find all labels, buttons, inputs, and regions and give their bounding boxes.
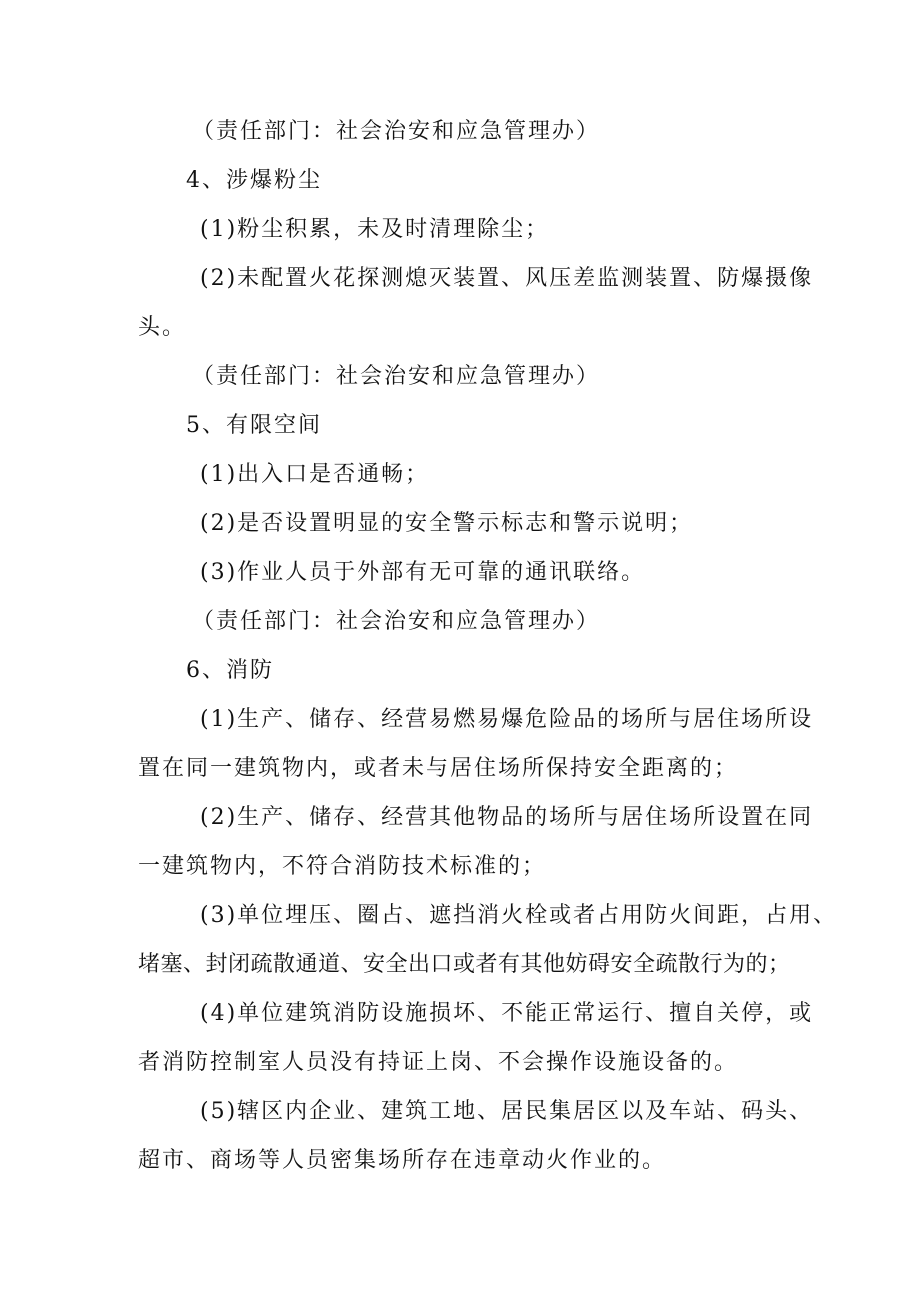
list-item: (3)作业人员于外部有无可靠的通讯联络。 xyxy=(200,560,646,585)
list-item: (3)单位埋压、圈占、遮挡消火栓或者占用防火间距，占用、 xyxy=(200,903,838,928)
responsibility-note: （责任部门：社会治安和应急管理办） xyxy=(192,364,601,389)
responsibility-note: （责任部门：社会治安和应急管理办） xyxy=(192,119,601,144)
section-heading: 5、有限空间 xyxy=(186,413,322,438)
list-item: (4)单位建筑消防设施损坏、不能正常运行、擅自关停，或 xyxy=(200,1001,814,1026)
responsibility-note: （责任部门：社会治安和应急管理办） xyxy=(192,609,601,634)
section-heading: 6、消防 xyxy=(186,658,274,683)
list-item: (2)是否设置明显的安全警示标志和警示说明； xyxy=(200,511,694,536)
list-item-continuation: 堵塞、封闭疏散通道、安全出口或者有其他妨碍安全疏散行为的； xyxy=(138,952,791,977)
list-item: (1)生产、储存、经营易燃易爆危险品的场所与居住场所设 xyxy=(200,707,814,732)
list-item-continuation: 一建筑物内，不符合消防技术标准的； xyxy=(138,854,547,879)
list-item-continuation: 置在同一建筑物内，或者未与居住场所保持安全距离的； xyxy=(138,756,739,781)
list-item: (5)辖区内企业、建筑工地、居民集居区以及车站、码头、 xyxy=(200,1099,814,1124)
list-item-continuation: 超市、商场等人员密集场所存在违章动火作业的。 xyxy=(138,1148,667,1173)
list-item-continuation: 头。 xyxy=(138,315,187,340)
list-item: (2)未配置火花探测熄灭装置、风压差监测装置、防爆摄像 xyxy=(200,266,814,291)
list-item-continuation: 者消防控制室人员没有持证上岗、不会操作设施设备的。 xyxy=(138,1050,739,1075)
list-item: (1)出入口是否通畅； xyxy=(200,462,430,487)
section-heading: 4、涉爆粉尘 xyxy=(186,168,322,193)
list-item: (2)生产、储存、经营其他物品的场所与居住场所设置在同 xyxy=(200,805,814,830)
list-item: (1)粉尘积累，未及时清理除尘； xyxy=(200,217,550,242)
